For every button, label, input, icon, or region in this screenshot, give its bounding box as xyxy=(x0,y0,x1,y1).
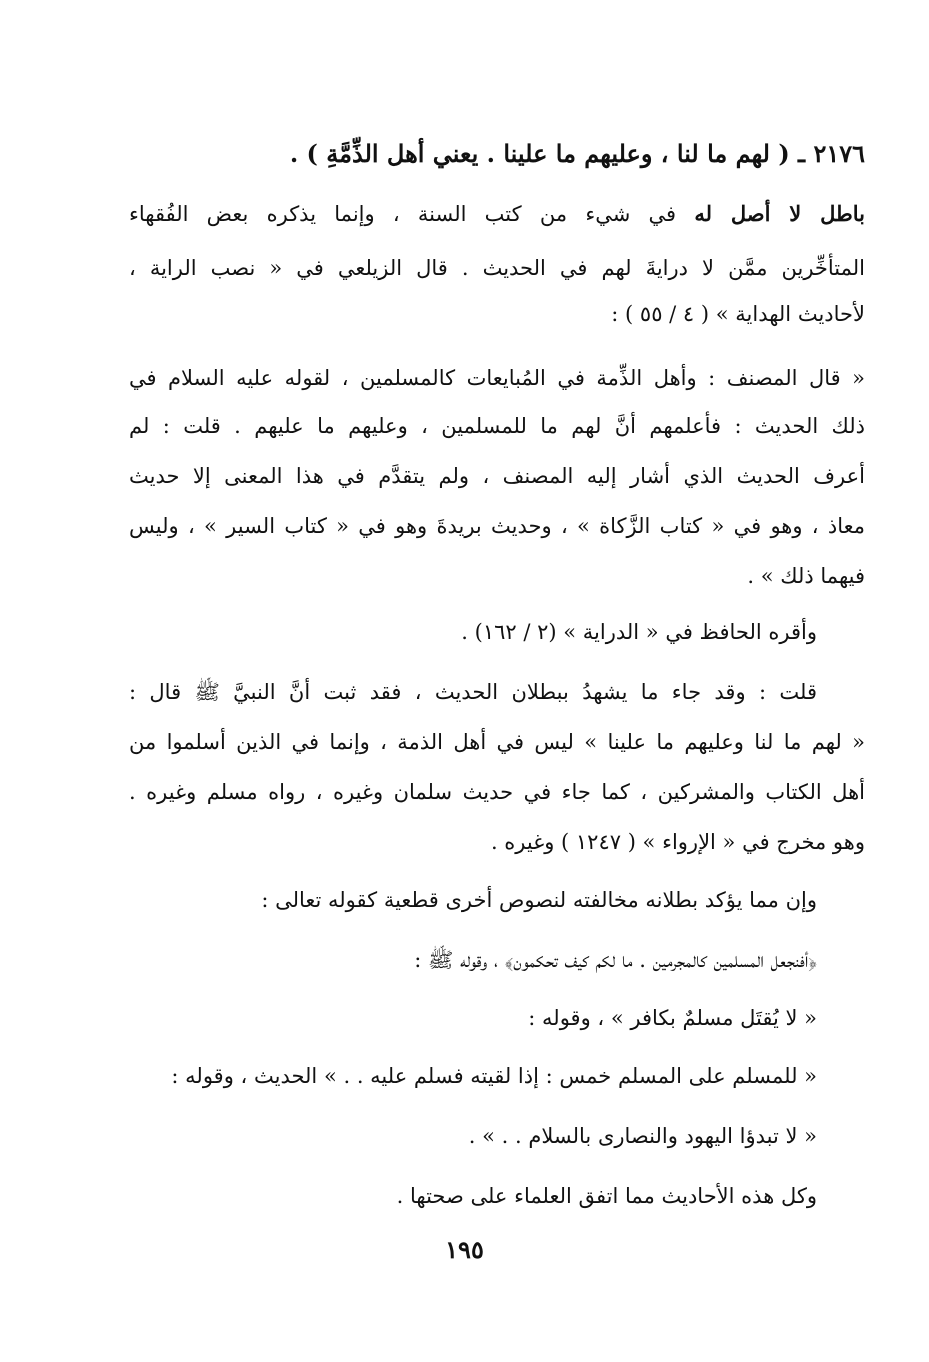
paragraph3-line2: « لهم ما لنا وعليهم ما علينا » ليس في أهل الذمة ، وإنما في الذين أسلموا من xyxy=(129,730,865,754)
paragraph3-line4: وهو مخرج في « الإرواء » ( ١٢٤٧ ) وغيره . xyxy=(490,830,865,854)
hadith-heading: ٢١٧٦ ـ ( لهم ما لنا ، وعليهم ما علينا . يعني أهل الذِّمَّةِ ) . xyxy=(289,139,865,168)
quote-line5: فيهما ذلك » . xyxy=(747,564,865,588)
quote-line2: ذلك الحديث : فأعلمهم أنَّ لهم ما للمسلمين ، وعليهم ما عليهم . قلت : لم xyxy=(129,414,865,438)
paragraph1-line2: المتأخِّرين ممَّن لا درايةَ لهم في الحديث . قال الزيلعي في « نصب الراية ، xyxy=(129,256,865,280)
quote-line3: أعرف الحديث الذي أشار إليه المصنف ، ولم يتقدَّم في هذا المعنى إلا حديث xyxy=(129,464,865,488)
paragraph4-line2: ﴿أفنجعل المسلمين كالمجرمين . ما لكم كيف تحكمون﴾ ، وقوله ﷺ : xyxy=(414,948,817,972)
paragraph4-line1: وإن مما يؤكد بطلانه مخالفته لنصوص أخرى قطعية كقوله تعالى : xyxy=(261,888,817,912)
paragraph1-line3: لأحاديث الهداية » ( ٤ / ٥٥ ) : xyxy=(611,302,865,326)
verdict-text: باطل لا أصل له xyxy=(694,201,865,226)
paragraph4-line3: « لا يُقتَل مسلمٌ بكافر » ، وقوله : xyxy=(528,1006,817,1030)
paragraph5-line: وكل هذه الأحاديث مما اتفق العلماء على صحتها . xyxy=(396,1184,817,1208)
paragraph1-line1-rest: في شيء من كتب السنة ، وإنما يذكره بعض الفُقهاء xyxy=(129,202,695,226)
paragraph2-line: وأقره الحافظ في « الدراية » (٢ / ١٦٢) . xyxy=(461,620,817,644)
page-number: ١٩٥ xyxy=(445,1235,484,1264)
paragraph4-line5: « لا تبدؤا اليهود والنصارى بالسلام . . » . xyxy=(468,1124,817,1148)
quote-line4: معاذ ، وهو في « كتاب الزَّكاة » ، وحديث بريدةَ وهو في « كتاب السير » ، وليس xyxy=(129,514,865,538)
paragraph4-line4: « للمسلم على المسلم خمس : إذا لقيته فسلم عليه . . » الحديث ، وقوله : xyxy=(171,1064,817,1088)
paragraph3-line3: أهل الكتاب والمشركين ، كما جاء في حديث سلمان وغيره ، رواه مسلم وغيره . xyxy=(129,780,865,804)
paragraph1-line1 xyxy=(129,194,865,234)
paragraph3-line1: قلت : وقد جاء ما يشهدُ ببطلان الحديث ، فقد ثبت أنَّ النبيَّ ﷺ قال : xyxy=(129,680,817,704)
quote-line1: « قال المصنف : وأهل الذِّمة في المُبايعات كالمسلمين ، لقوله عليه السلام في xyxy=(129,366,865,390)
